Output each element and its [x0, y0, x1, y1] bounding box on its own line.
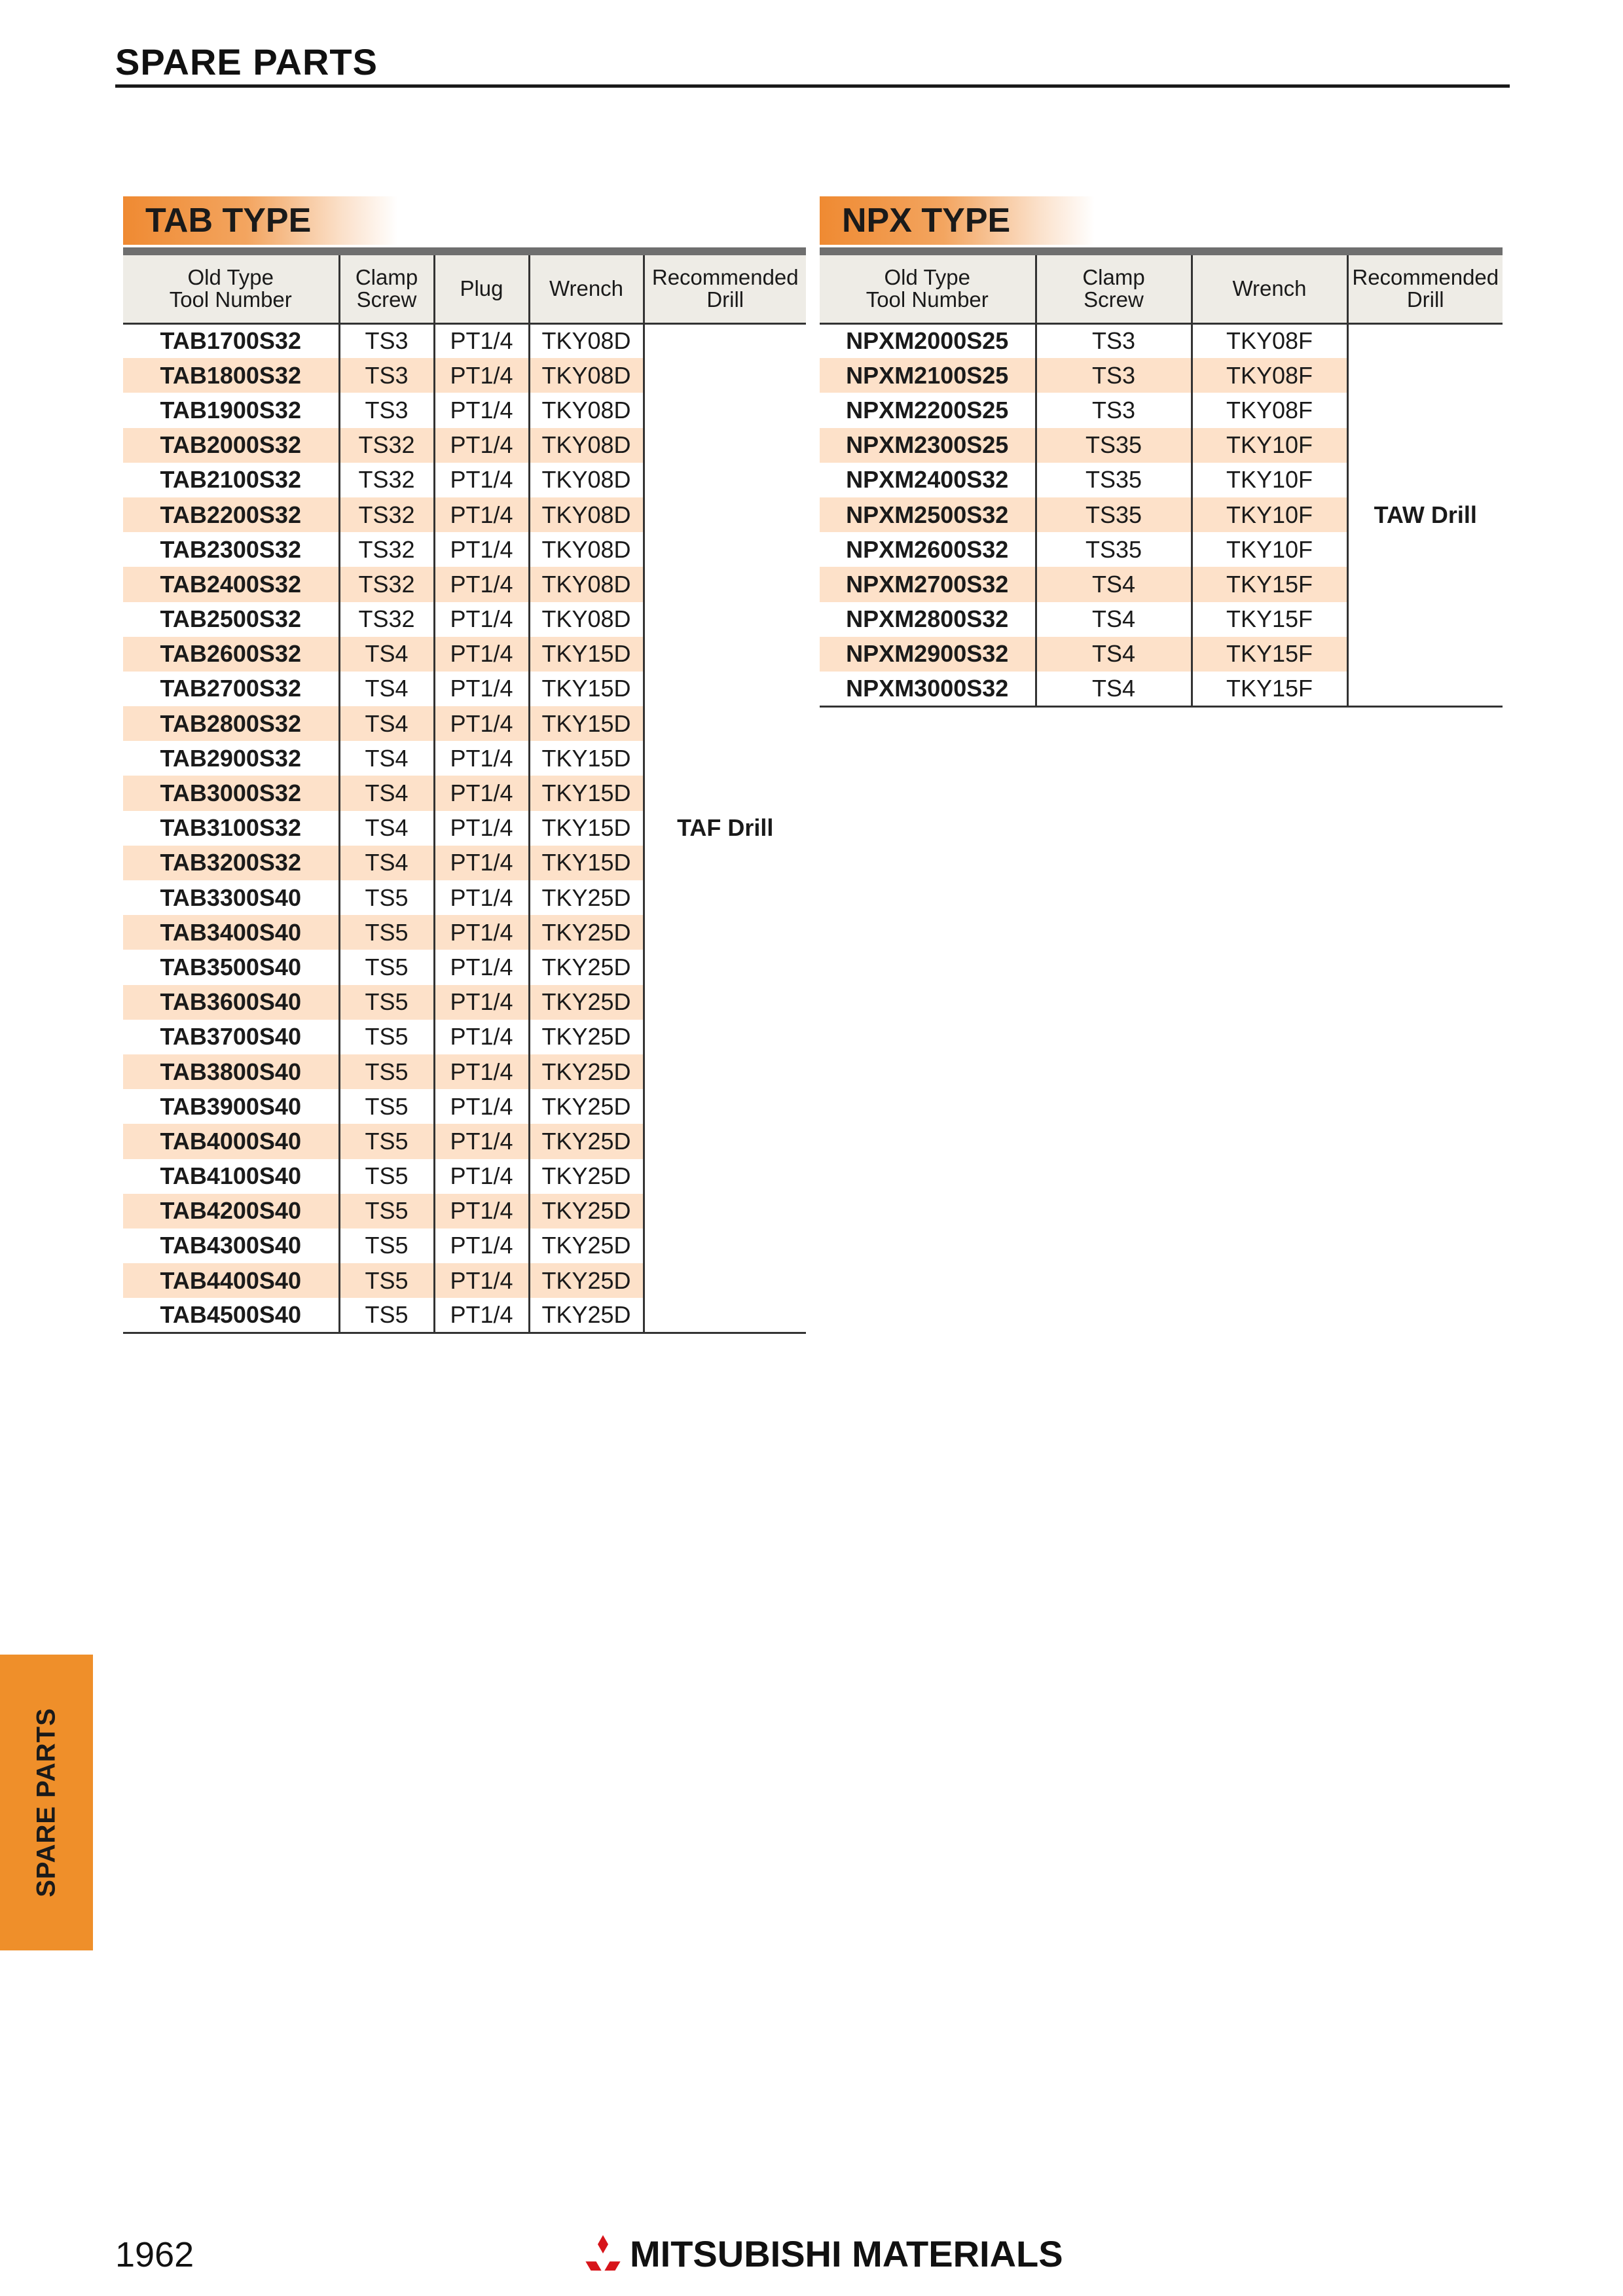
table-cell: TKY25D — [529, 1298, 644, 1333]
tool-number-cell: TAB4000S40 — [123, 1124, 339, 1158]
table-cell: TS4 — [339, 706, 434, 741]
tool-number-cell: TAB1700S32 — [123, 323, 339, 358]
table-cell: PT1/4 — [434, 463, 529, 497]
tool-number-cell: TAB4500S40 — [123, 1298, 339, 1333]
column-header — [644, 255, 806, 323]
column-header-line: Old Type — [187, 265, 274, 290]
table-cell: TS4 — [1036, 672, 1192, 706]
table-cell: TS5 — [339, 1194, 434, 1229]
tab-type-title: TAB TYPE — [123, 196, 398, 245]
column-header-line: Wrench — [1232, 276, 1307, 301]
table-cell: TS32 — [339, 602, 434, 637]
table-cell: TKY08D — [529, 323, 644, 358]
table-cell: PT1/4 — [434, 811, 529, 846]
side-tab-label: SPARE PARTS — [31, 1708, 61, 1897]
table-cell: PT1/4 — [434, 637, 529, 672]
table-cell: TKY10F — [1192, 497, 1347, 532]
column-header-line: Recommended — [1352, 265, 1499, 290]
table-cell: PT1/4 — [434, 1194, 529, 1229]
table-cell: TS35 — [1036, 428, 1192, 463]
table-cell: TS5 — [339, 1054, 434, 1089]
table-cell: PT1/4 — [434, 1263, 529, 1298]
tool-number-cell: NPXM2200S25 — [820, 393, 1036, 427]
table-cell: TS4 — [339, 846, 434, 880]
table-cell: TKY08F — [1192, 393, 1347, 427]
table-cell: TS5 — [339, 985, 434, 1020]
tool-number-cell: NPXM3000S32 — [820, 672, 1036, 706]
tool-number-cell: TAB2500S32 — [123, 602, 339, 637]
npx-type-table — [820, 255, 1503, 708]
table-cell: PT1/4 — [434, 497, 529, 532]
table-cell: TKY25D — [529, 1159, 644, 1194]
tool-number-cell: TAB3800S40 — [123, 1054, 339, 1089]
tool-number-cell: TAB4100S40 — [123, 1159, 339, 1194]
table-cell: PT1/4 — [434, 985, 529, 1020]
table-cell: PT1/4 — [434, 602, 529, 637]
table-cell: PT1/4 — [434, 706, 529, 741]
tool-number-cell: TAB1800S32 — [123, 358, 339, 393]
table-cell: TKY25D — [529, 1054, 644, 1089]
tool-number-cell: TAB4300S40 — [123, 1229, 339, 1263]
tool-number-cell: TAB2000S32 — [123, 428, 339, 463]
column-header-line: Clamp — [355, 265, 418, 290]
table-cell: TS35 — [1036, 532, 1192, 567]
column-header-line: Old Type — [884, 265, 970, 290]
column-header — [529, 255, 644, 323]
table-cell: TS3 — [1036, 323, 1192, 358]
table-cell: TKY15F — [1192, 602, 1347, 637]
recommended-drill-cell: TAF Drill — [644, 323, 806, 1333]
table-cell: TKY15F — [1192, 637, 1347, 672]
column-header — [1192, 255, 1347, 323]
tool-number-cell: NPXM2300S25 — [820, 428, 1036, 463]
tool-number-cell: NPXM2600S32 — [820, 532, 1036, 567]
column-header-line: Screw — [1084, 287, 1144, 312]
table-cell: TS3 — [1036, 358, 1192, 393]
table-cell: TKY25D — [529, 1194, 644, 1229]
tool-number-cell: TAB2100S32 — [123, 463, 339, 497]
tool-number-cell: NPXM2900S32 — [820, 637, 1036, 672]
table-cell: TS4 — [339, 637, 434, 672]
table-cell: TS3 — [339, 358, 434, 393]
table-cell: TS5 — [339, 1124, 434, 1158]
tool-number-cell: NPXM2700S32 — [820, 567, 1036, 601]
column-header-line: Drill — [1406, 287, 1444, 312]
table-cell: TS5 — [339, 1089, 434, 1124]
column-header-line: Recommended — [651, 265, 799, 290]
tool-number-cell: TAB3300S40 — [123, 880, 339, 915]
tool-number-cell: TAB2400S32 — [123, 567, 339, 601]
table-cell: PT1/4 — [434, 1054, 529, 1089]
table-cell: TS4 — [1036, 602, 1192, 637]
table-row — [820, 323, 1503, 358]
table-header-row — [123, 255, 806, 323]
table-cell: TKY15F — [1192, 567, 1347, 601]
column-header-line: Drill — [706, 287, 744, 312]
page-number: 1962 — [115, 2235, 194, 2274]
brand-name: MITSUBISHI MATERIALS — [630, 2233, 1063, 2274]
tool-number-cell: TAB3500S40 — [123, 950, 339, 984]
table-cell: TKY08F — [1192, 358, 1347, 393]
table-cell: TS4 — [339, 776, 434, 810]
table-header-row — [820, 255, 1503, 323]
table-row — [123, 323, 806, 358]
table-cell: TKY15D — [529, 637, 644, 672]
table-cell: TS32 — [339, 497, 434, 532]
table-cell: TKY10F — [1192, 463, 1347, 497]
column-header — [339, 255, 434, 323]
tool-number-cell: TAB3200S32 — [123, 846, 339, 880]
three-diamonds-logo-icon — [581, 2234, 625, 2273]
column-header-line: Wrench — [549, 276, 624, 301]
table-cell: PT1/4 — [434, 428, 529, 463]
table-cell: TKY25D — [529, 950, 644, 984]
tool-number-cell: TAB3000S32 — [123, 776, 339, 810]
column-header-line: Plug — [460, 276, 503, 301]
table-cell: PT1/4 — [434, 776, 529, 810]
column-header — [1036, 255, 1192, 323]
table-cell: TS35 — [1036, 463, 1192, 497]
table-cell: TKY08D — [529, 358, 644, 393]
table-cell: TS32 — [339, 428, 434, 463]
tab-type-table — [123, 255, 806, 1334]
tool-number-cell: TAB1900S32 — [123, 393, 339, 427]
column-header — [820, 255, 1036, 323]
table-cell: TS32 — [339, 567, 434, 601]
npx-type-title: NPX TYPE — [820, 196, 1095, 245]
table-cell: TKY25D — [529, 1124, 644, 1158]
table-cell: TKY15F — [1192, 672, 1347, 706]
tool-number-cell: TAB2700S32 — [123, 672, 339, 706]
page-title: SPARE PARTS — [115, 41, 378, 82]
npx-type-section — [820, 196, 1503, 708]
table-cell: PT1/4 — [434, 393, 529, 427]
table-cell: TKY08D — [529, 463, 644, 497]
table-cell: PT1/4 — [434, 1159, 529, 1194]
tool-number-cell: TAB2300S32 — [123, 532, 339, 567]
tool-number-cell: TAB3700S40 — [123, 1020, 339, 1054]
tool-number-cell: NPXM2000S25 — [820, 323, 1036, 358]
table-cell: PT1/4 — [434, 1089, 529, 1124]
table-cell: PT1/4 — [434, 1298, 529, 1333]
table-cell: TKY08F — [1192, 323, 1347, 358]
tool-number-cell: TAB3900S40 — [123, 1089, 339, 1124]
brand-footer — [581, 2231, 1063, 2276]
table-cell: TS3 — [339, 393, 434, 427]
table-cell: TKY10F — [1192, 428, 1347, 463]
table-cell: TS3 — [339, 323, 434, 358]
table-cell: TS3 — [1036, 393, 1192, 427]
tool-number-cell: TAB3100S32 — [123, 811, 339, 846]
table-cell: TS4 — [1036, 567, 1192, 601]
table-cell: PT1/4 — [434, 672, 529, 706]
table-cell: TKY08D — [529, 602, 644, 637]
table-cell: TKY25D — [529, 1263, 644, 1298]
table-cell: PT1/4 — [434, 880, 529, 915]
table-cell: TKY15D — [529, 741, 644, 776]
table-cell: TKY08D — [529, 428, 644, 463]
page-header — [115, 39, 1510, 88]
column-header-line: Clamp — [1082, 265, 1145, 290]
side-section-tab[interactable] — [0, 1655, 93, 1950]
table-cell: TKY25D — [529, 1229, 644, 1263]
table-cell: TS32 — [339, 463, 434, 497]
table-cell: PT1/4 — [434, 1229, 529, 1263]
table-cell: TKY25D — [529, 985, 644, 1020]
table-cell: TS4 — [1036, 637, 1192, 672]
table-cell: TKY08D — [529, 567, 644, 601]
table-cell: TS5 — [339, 1298, 434, 1333]
table-cell: TS4 — [339, 811, 434, 846]
column-header — [1347, 255, 1503, 323]
table-cell: PT1/4 — [434, 1020, 529, 1054]
table-cell: PT1/4 — [434, 567, 529, 601]
tool-number-cell: TAB2800S32 — [123, 706, 339, 741]
table-cell: TS35 — [1036, 497, 1192, 532]
table-cell: TKY10F — [1192, 532, 1347, 567]
tool-number-cell: TAB2600S32 — [123, 637, 339, 672]
table-cell: TKY15D — [529, 811, 644, 846]
tool-number-cell: TAB3400S40 — [123, 915, 339, 950]
table-cell: TKY25D — [529, 915, 644, 950]
table-cell: TKY15D — [529, 846, 644, 880]
tool-number-cell: NPXM2800S32 — [820, 602, 1036, 637]
table-cell: TS32 — [339, 532, 434, 567]
tool-number-cell: NPXM2400S32 — [820, 463, 1036, 497]
table-cell: TKY15D — [529, 672, 644, 706]
column-header-line: Tool Number — [866, 287, 989, 312]
tab-type-section — [123, 196, 806, 1334]
column-header — [123, 255, 339, 323]
table-cell: TS5 — [339, 915, 434, 950]
table-cell: PT1/4 — [434, 741, 529, 776]
column-header — [434, 255, 529, 323]
table-cell: TS4 — [339, 741, 434, 776]
table-cell: TS5 — [339, 1159, 434, 1194]
table-cell: PT1/4 — [434, 950, 529, 984]
tool-number-cell: NPXM2100S25 — [820, 358, 1036, 393]
tool-number-cell: TAB4200S40 — [123, 1194, 339, 1229]
table-cell: PT1/4 — [434, 323, 529, 358]
table-cell: TKY25D — [529, 1089, 644, 1124]
table-cell: TKY25D — [529, 880, 644, 915]
table-cell: PT1/4 — [434, 1124, 529, 1158]
table-cell: TS5 — [339, 950, 434, 984]
table-cell: TKY08D — [529, 497, 644, 532]
table-cell: PT1/4 — [434, 846, 529, 880]
column-header-line: Tool Number — [169, 287, 292, 312]
table-cell: TS4 — [339, 672, 434, 706]
table-cell: TKY08D — [529, 532, 644, 567]
table-cell: TS5 — [339, 1020, 434, 1054]
table-cell: PT1/4 — [434, 915, 529, 950]
table-cell: TS5 — [339, 1229, 434, 1263]
tool-number-cell: NPXM2500S32 — [820, 497, 1036, 532]
table-cell: PT1/4 — [434, 358, 529, 393]
table-cell: TS5 — [339, 1263, 434, 1298]
recommended-drill-cell: TAW Drill — [1347, 323, 1503, 706]
tool-number-cell: TAB2900S32 — [123, 741, 339, 776]
table-cell: TKY08D — [529, 393, 644, 427]
table-cell: PT1/4 — [434, 532, 529, 567]
table-cell: TKY15D — [529, 776, 644, 810]
tool-number-cell: TAB3600S40 — [123, 985, 339, 1020]
column-header-line: Screw — [356, 287, 417, 312]
table-cell: TS5 — [339, 880, 434, 915]
tool-number-cell: TAB2200S32 — [123, 497, 339, 532]
tool-number-cell: TAB4400S40 — [123, 1263, 339, 1298]
tab-type-title-rule — [123, 247, 806, 255]
table-cell: TKY25D — [529, 1020, 644, 1054]
table-cell: TKY15D — [529, 706, 644, 741]
npx-type-title-rule — [820, 247, 1503, 255]
